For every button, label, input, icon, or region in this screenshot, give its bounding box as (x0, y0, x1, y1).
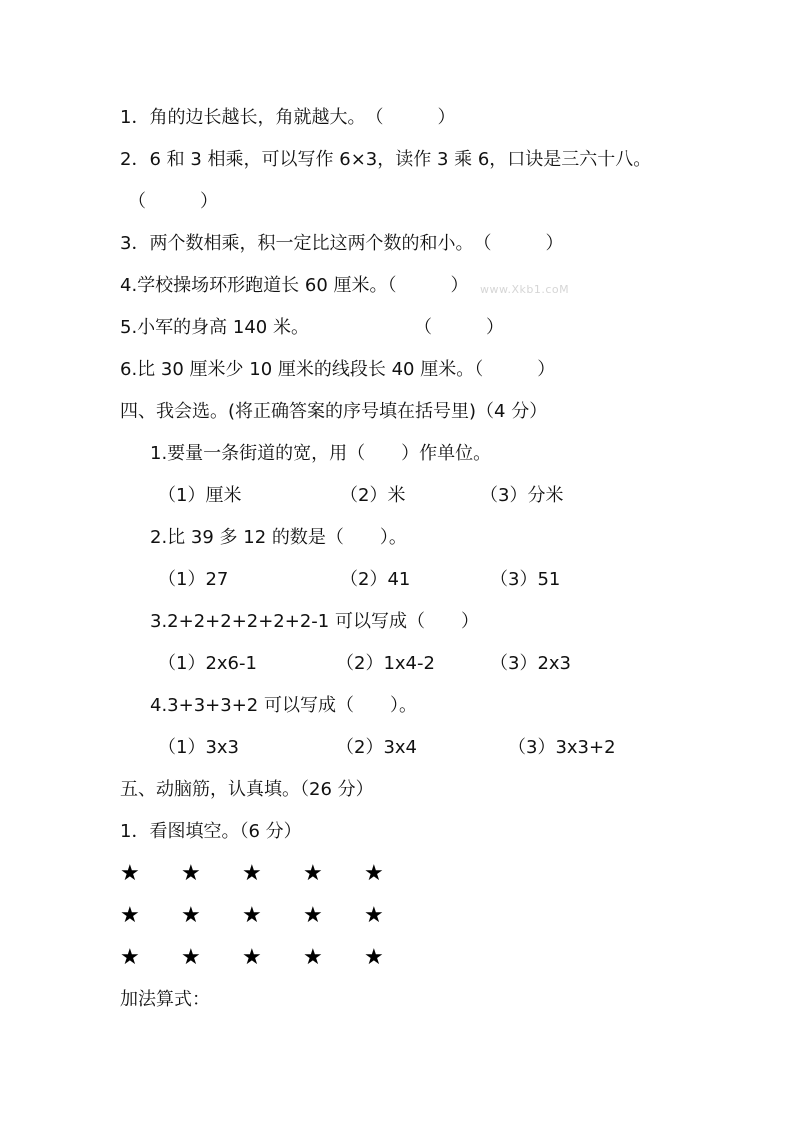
judge-question-2-paren: （ ） (128, 191, 218, 212)
choice-question-4: 4.3+3+3+2 可以写成（ ）。 (150, 695, 417, 716)
section-4-title: 四、我会选。(将正确答案的序号填在括号里)（4 分） (120, 401, 548, 422)
choice-4-option-3: （3）3x3+2 (508, 737, 616, 758)
judge-question-5: 5.小军的身高 140 米。 (120, 317, 309, 338)
choice-1-option-1: （1）厘米 (158, 485, 242, 506)
star-icon: ★ (303, 903, 323, 928)
star-icon: ★ (120, 861, 140, 886)
star-icon: ★ (242, 861, 262, 886)
choice-question-2: 2.比 39 多 12 的数是（ ）。 (150, 527, 407, 548)
choice-question-3: 3.2+2+2+2+2+2-1 可以写成（ ） (150, 611, 479, 632)
judge-question-4: 4.学校操场环形跑道长 60 厘米。（ ） (120, 275, 469, 296)
choice-2-option-1: （1）27 (158, 569, 229, 590)
choice-1-option-3: （3）分米 (480, 485, 564, 506)
star-icon: ★ (303, 861, 323, 886)
choice-question-1: 1.要量一条街道的宽，用（ ）作单位。 (150, 443, 492, 464)
watermark: www.Xkb1.coM (480, 283, 570, 296)
choice-2-option-3: （3）51 (490, 569, 561, 590)
star-icon: ★ (120, 945, 140, 970)
judge-question-5-paren: （ ） (414, 317, 504, 338)
choice-4-option-1: （1）3x3 (158, 737, 240, 758)
star-icon: ★ (364, 861, 384, 886)
star-icon: ★ (364, 945, 384, 970)
star-icon: ★ (242, 903, 262, 928)
star-icon: ★ (242, 945, 262, 970)
addition-label: 加法算式： (120, 989, 210, 1010)
star-icon: ★ (181, 945, 201, 970)
judge-question-3: 3．两个数相乘，积一定比这两个数的和小。 （ ） (120, 233, 564, 254)
choice-2-option-2: （2）41 (340, 569, 411, 590)
star-icon: ★ (364, 903, 384, 928)
choice-3-option-3: （3）2x3 (490, 653, 572, 674)
judge-question-2: 2．6 和 3 相乘，可以写作 6×3，读作 3 乘 6，口诀是三六十八。 (120, 149, 652, 170)
judge-question-6: 6.比 30 厘米少 10 厘米的线段长 40 厘米。（ ） (120, 359, 556, 380)
choice-4-option-2: （2）3x4 (336, 737, 418, 758)
fill-question-1: 1．看图填空。（6 分） (120, 821, 302, 842)
star-icon: ★ (181, 861, 201, 886)
section-5-title: 五、动脑筋，认真填。（26 分） (120, 779, 374, 800)
choice-3-option-2: （2）1x4-2 (336, 653, 435, 674)
judge-question-1: 1．角的边长越长，角就越大。 （ ） (120, 107, 456, 128)
star-icon: ★ (120, 903, 140, 928)
star-icon: ★ (181, 903, 201, 928)
choice-3-option-1: （1）2x6-1 (158, 653, 257, 674)
choice-1-option-2: （2）米 (340, 485, 406, 506)
star-icon: ★ (303, 945, 323, 970)
